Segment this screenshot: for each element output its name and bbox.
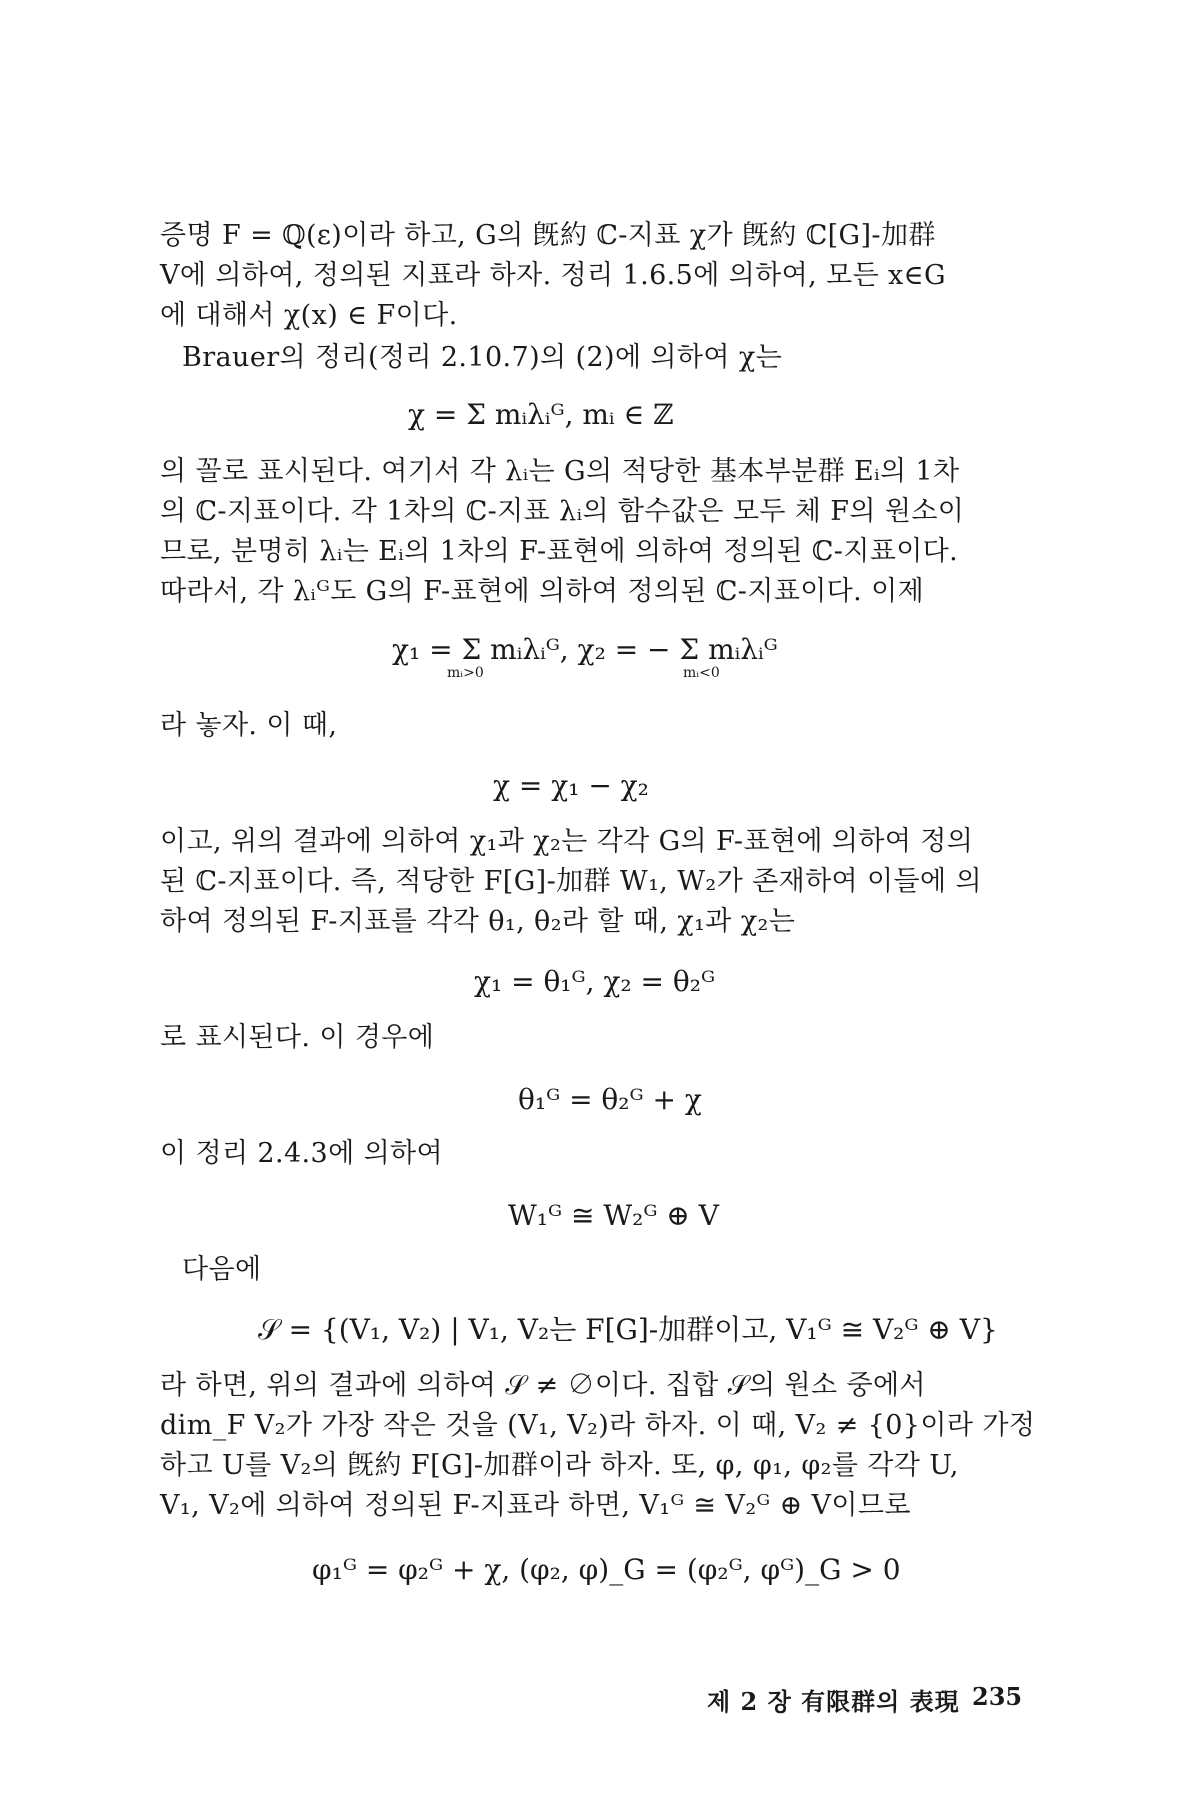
equation: χ₁ = θ₁ᴳ, χ₂ = θ₂ᴳ (474, 965, 716, 998)
text-line: V₁, V₂에 의하여 정의된 F-지표라 하면, V₁ᴳ ≅ V₂ᴳ ⊕ V이므로 (160, 1490, 911, 1521)
text-line: 따라서, 각 λᵢᴳ도 G의 F-표현에 의하여 정의된 ℂ-지표이다. 이제 (160, 576, 925, 607)
equation: φ₁ᴳ = φ₂ᴳ + χ, (φ₂, φ)_G = (φ₂ᴳ, φᴳ)_G > 0 (312, 1553, 901, 1586)
summation-subscript: mᵢ<0 (683, 665, 720, 681)
text-line: 증명 F = ℚ(ε)이라 하고, G의 旣約 ℂ-지표 χ가 旣約 ℂ[G]-加群 (160, 220, 936, 251)
page-number: 235 (972, 1682, 1023, 1711)
text-line: 의 꼴로 표시된다. 여기서 각 λᵢ는 G의 적당한 基本부분群 Eᵢ의 1차 (160, 456, 960, 487)
text-line: 에 대해서 χ(x) ∈ F이다. (160, 300, 458, 331)
text-line: 다음에 (182, 1254, 262, 1285)
text-line: 하고 U를 V₂의 旣約 F[G]-加群이라 하자. 또, φ, φ₁, φ₂를 각각 U, (160, 1450, 959, 1481)
text-line: 라 하면, 위의 결과에 의하여 𝒮 ≠ ∅이다. 집합 𝒮의 원소 중에서 (160, 1370, 926, 1401)
text-line: dim_F V₂가 가장 작은 것을 (V₁, V₂)라 하자. 이 때, V₂ ≠ {0}이라 가정 (160, 1410, 1036, 1441)
text-line: Brauer의 정리(정리 2.10.7)의 (2)에 의하여 χ는 (182, 342, 783, 373)
text-line: 므로, 분명히 λᵢ는 Eᵢ의 1차의 F-표현에 의하여 정의된 ℂ-지표이다. (160, 536, 959, 567)
equation: χ₁ = Σ mᵢλᵢᴳ, χ₂ = − Σ mᵢλᵢᴳ (392, 633, 778, 666)
text-line: 이 정리 2.4.3에 의하여 (160, 1138, 444, 1169)
text-line: 라 놓자. 이 때, (160, 710, 338, 741)
equation: χ = Σ mᵢλᵢᴳ, mᵢ ∈ ℤ (408, 398, 674, 431)
text-line: 된 ℂ-지표이다. 즉, 적당한 F[G]-加群 W₁, W₂가 존재하여 이들에 의 (160, 866, 982, 897)
summation-subscript: mᵢ>0 (447, 665, 484, 681)
equation: W₁ᴳ ≅ W₂ᴳ ⊕ V (508, 1199, 719, 1232)
text-line: 의 ℂ-지표이다. 각 1차의 ℂ-지표 λᵢ의 함수값은 모두 체 F의 원소이 (160, 496, 965, 527)
text-line: V에 의하여, 정의된 지표라 하자. 정리 1.6.5에 의하여, 모든 x∈G (160, 260, 947, 291)
text-line: 하여 정의된 F-지표를 각각 θ₁, θ₂라 할 때, χ₁과 χ₂는 (160, 906, 796, 937)
equation: 𝒮 = {(V₁, V₂) | V₁, V₂는 F[G]-加群이고, V₁ᴳ ≅ V₂ᴳ ⊕ V} (258, 1313, 998, 1346)
equation: θ₁ᴳ = θ₂ᴳ + χ (518, 1083, 702, 1116)
running-head: 제 2 장 有限群의 表現 (707, 1687, 960, 1716)
text-line: 로 표시된다. 이 경우에 (160, 1022, 435, 1053)
text-line: 이고, 위의 결과에 의하여 χ₁과 χ₂는 각각 G의 F-표현에 의하여 정의 (160, 826, 974, 857)
equation: χ = χ₁ − χ₂ (493, 769, 649, 802)
